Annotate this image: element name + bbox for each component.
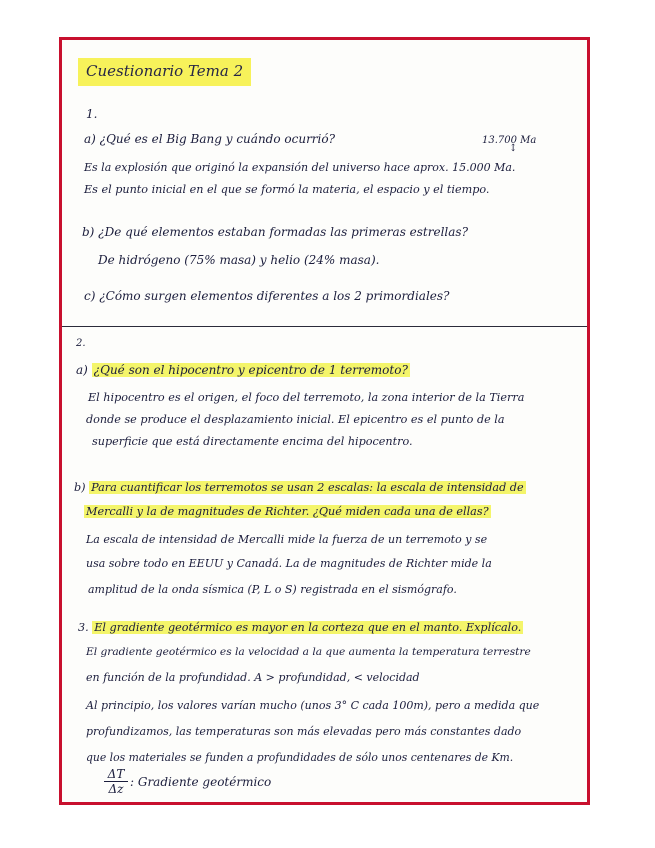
section-2-answer-a-line-1: El hipocentro es el origen, el foco del terremoto, la zona interior de la Tierra bbox=[88, 391, 525, 404]
section-1-answer-a-line-2: Es el punto inicial en el que se formó la materia, el espacio y el tiempo. bbox=[84, 183, 490, 196]
section-2-question-b-line-1: Para cuantificar los terremotos se usan 2 escalas: la escala de intensidad de bbox=[91, 481, 524, 494]
page-title: Cuestionario Tema 2 bbox=[78, 58, 251, 86]
section-2-answer-b-line-3: amplitud de la onda sísmica (P, L o S) registrada en el sismógrafo. bbox=[88, 583, 457, 596]
section-1-answer-b: De hidrógeno (75% masa) y helio (24% masa). bbox=[98, 253, 380, 267]
section-3-question-row bbox=[78, 620, 523, 636]
section-3-answer-line-2: en función de la profundidad. A > profundidad, < velocidad bbox=[86, 671, 420, 684]
section-3-answer-line-3: Al principio, los valores varían mucho (unos 3° C cada 100m), pero a medida que bbox=[86, 699, 540, 712]
section-2-answer-b-line-2: usa sobre todo en EEUU y Canadá. La de magnitudes de Richter mide la bbox=[86, 557, 492, 570]
section-2-answer-a-line-2: donde se produce el desplazamiento inicial. El epicentro es el punto de la bbox=[86, 413, 505, 426]
section-1-number: 1. bbox=[86, 107, 98, 121]
formula-denominator: Δz bbox=[108, 782, 124, 796]
formula-numerator: ΔT bbox=[107, 767, 125, 781]
section-1-answer-a-line-1: Es la explosión que originó la expansión del universo hace aprox. 15.000 Ma. bbox=[84, 161, 516, 174]
section-2-question-a-prefix: a) bbox=[76, 363, 88, 377]
section-2-question-b-row-2 bbox=[84, 504, 491, 520]
section-2-question-b-prefix: b) bbox=[74, 481, 86, 494]
section-divider bbox=[62, 326, 587, 327]
section-2-question-a-row bbox=[76, 362, 410, 378]
section-1-question-c: c) ¿Cómo surgen elementos diferentes a los 2 primordiales? bbox=[84, 289, 450, 303]
section-2-question-b-line-2: Mercalli y la de magnitudes de Richter. ¿Qué miden cada una de ellas? bbox=[86, 505, 489, 518]
section-2-answer-b-line-1: La escala de intensidad de Mercalli mide la fuerza de un terremoto y se bbox=[86, 533, 488, 546]
section-3-question: El gradiente geotérmico es mayor en la corteza que en el manto. Explícalo. bbox=[94, 621, 522, 634]
section-1-question-b: b) ¿De qué elementos estaban formadas las primeras estrellas? bbox=[82, 225, 469, 239]
section-3-answer-line-5: que los materiales se funden a profundidades de sólo unos centenares de Km. bbox=[86, 751, 514, 764]
section-3-number: 3. bbox=[78, 621, 89, 634]
section-1-question-a: a) ¿Qué es el Big Bang y cuándo ocurrió? bbox=[84, 132, 336, 146]
formula-label: : Gradiente geotérmico bbox=[130, 775, 272, 789]
section-2-number: 2. bbox=[76, 338, 86, 349]
arrow-icon: ↕ bbox=[509, 143, 518, 154]
section-3-answer-line-1: El gradiente geotérmico es la velocidad a la que aumenta la temperatura terrestre bbox=[86, 646, 531, 658]
notebook-page bbox=[59, 37, 590, 805]
section-2-answer-a-line-3: superficie que está directamente encima del hipocentro. bbox=[92, 435, 413, 448]
section-2-question-a: ¿Qué son el hipocentro y epicentro de 1 terremoto? bbox=[93, 363, 408, 377]
section-1-note-top: 13.700 Ma bbox=[482, 135, 537, 146]
section-2-question-b-row-1 bbox=[74, 480, 526, 496]
section-3-answer-line-4: profundizamos, las temperaturas son más elevadas pero más constantes dado bbox=[86, 725, 522, 738]
formula-fraction bbox=[104, 768, 128, 795]
